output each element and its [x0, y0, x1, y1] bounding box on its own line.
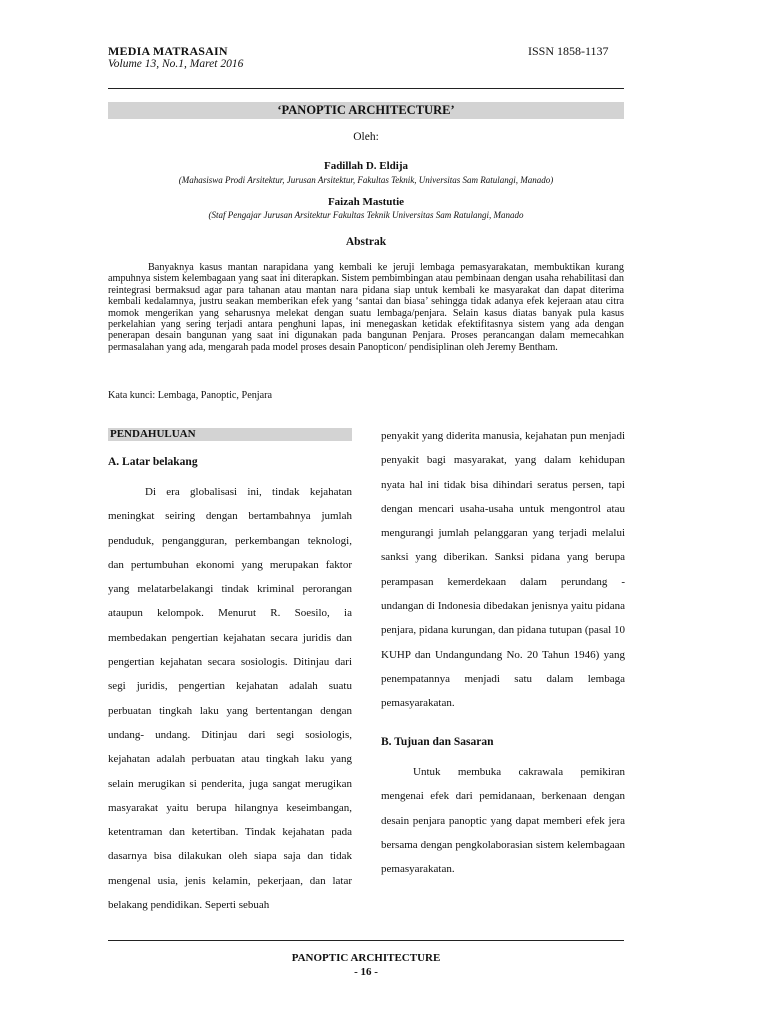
- footer-rule: [108, 940, 624, 941]
- author-affiliation: (Mahasiswa Prodi Arsitektur, Jurusan Arsitektur, Fakultas Teknik, Universitas Sam Ratulangi, Manado): [178, 175, 554, 185]
- header-rule: [108, 88, 624, 89]
- section-title: PENDAHULUAN: [110, 428, 196, 440]
- subsection-heading: A. Latar belakang: [108, 456, 198, 468]
- abstract-text: Banyaknya kasus mantan narapidana yang kembali ke jeruji lembaga pemasyarakatan, membuktikan kurang ampuhnya sistem kelembagaan yang saat ini diterapkan. Sistem pembimbingan atau pembinaan dengan usaha rehabilitasi dan reintegrasi bermaksud agar para tahanan atau mantan nara pidana siap untuk kembali ke masyarakat dan dapat diterima kembali kedalamnya, justru seakan memberikan efek yang ‘santai dan biasa’ sehingga tidak adanya efek kejeraan atau citra momok mengerikan yang seharusnya melekat dengan suatu lembaga/penjara. Selain kasus diatas banyak pula kasus perkelahian yang sering terjadi antara penghuni lapas, ini menegaskan ketidak efektifitasnya sistem yang ada dengan penerapan desain bangunan yang saat ini digunakan pada bangunan Penjara. Proses perancangan dalam memecahkan permasalahan yang ada, mengarah pada model proses desain Panopticon/ pendisiplinan oleh Jeremy Bentham.: [108, 262, 624, 353]
- author-affiliation: (Staf Pengajar Jurusan Arsitektur Fakultas Teknik Universitas Sam Ratulangi, Manado: [208, 210, 524, 220]
- subsection-heading: B. Tujuan dan Sasaran: [381, 736, 494, 748]
- keywords: Kata kunci: Lembaga, Panoptic, Penjara: [108, 390, 273, 401]
- volume-info: Volume 13, No.1, Maret 2016: [108, 58, 244, 70]
- body-paragraph: penyakit yang diderita manusia, kejahatan pun menjadi penyakit bagi masyarakat, yang dalam kehidupan nyata hal ini tidak bisa dihindari seratus persen, tapi dengan mencari usaha-usaha untuk mengontrol atau mengurangi jumlah pelanggaran yang terjadi melalui sanksi yang diberikan. Sanksi pidana yang berupa perampasan kemerdekaan dalam perundang - undangan di Indonesia dibedakan jenisnya yaitu pidana penjara, pidana kurungan, dan pidana tutupan (pasal 10 KUHP dan Undangundang No. 20 Tahun 1946) yang penempatannya menjadi satu dalam lembaga pemasyarakatan.: [381, 430, 625, 710]
- issn-number: ISSN 1858-1137: [528, 44, 609, 58]
- author-name: Fadillah D. Eldija: [323, 160, 409, 172]
- journal-name: MEDIA MATRASAIN: [108, 44, 228, 58]
- footer-title: PANOPTIC ARCHITECTURE: [291, 952, 441, 964]
- abstract-heading: Abstrak: [345, 236, 387, 248]
- author-name: Faizah Mastutie: [327, 196, 405, 208]
- byline: Oleh:: [353, 131, 379, 143]
- body-paragraph: Untuk membuka cakrawala pemikiran mengenai efek dari pemidanaan, berkenaan dengan desain penjara panoptic yang dapat memberi efek jera bersama dengan pengkolaborasian sistem kelembagaan pemasyarakatan.: [381, 766, 625, 876]
- page-number: - 16 -: [354, 966, 378, 978]
- paper-title: ‘PANOPTIC ARCHITECTURE’: [277, 103, 455, 117]
- body-paragraph: Di era globalisasi ini, tindak kejahatan meningkat seiring dengan bertambahnya jumlah penduduk, pengangguran, perkembangan teknologi, dan pertumbuhan ekonomi yang merupakan faktor yang melatarbelakangi tindak kriminal perorangan ataupun kelompok. Menurut R. Soesilo, ia membedakan pengertian kejahatan secara juridis dan pengertian kejahatan secara sosiologis. Ditinjau dari segi juridis, pengertian kejahatan adalah suatu perbuatan tingkah laku yang bertentangan dengan undang- undang. Ditinjau dari segi sosiologis, kejahatan adalah perbuatan atau tingkah laku yang selain merugikan si penderita, juga sangat merugikan masyarakat yaitu berupa hilangnya keseimbangan, ketentraman dan ketertiban. Tindak kejahatan pada dasarnya bisa dilakukan oleh siapa saja dan tidak mengenal usia, jenis kelamin, pekerjaan, dan latar belakang pendidikan. Seperti sebuah: [108, 486, 352, 912]
